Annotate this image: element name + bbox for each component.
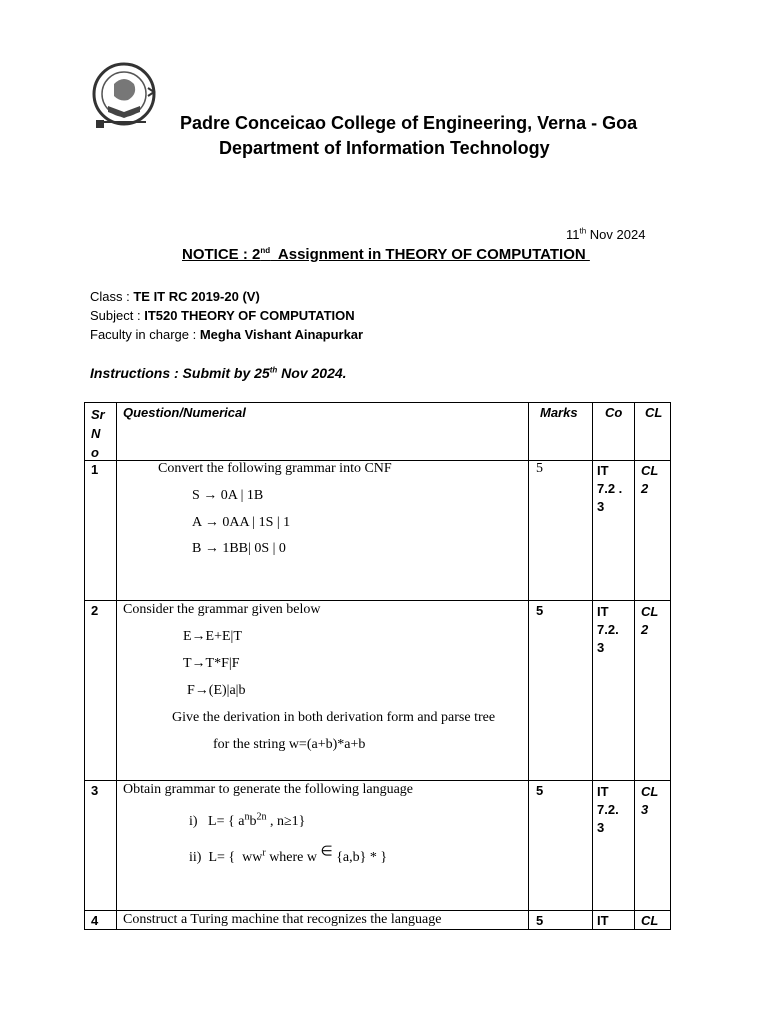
element-of-symbol: ∈: [320, 844, 333, 860]
row-1-marks: 5: [536, 461, 543, 476]
instructions: Instructions : Submit by 25th Nov 2024.: [90, 365, 347, 381]
row-2-marks: 5: [536, 603, 544, 618]
header-sr-no: Sr N o: [91, 407, 105, 460]
row-2-string: for the string w=(a+b)*a+b: [213, 737, 366, 752]
row-1-question: Convert the following grammar into CNF: [158, 461, 392, 476]
row-2-production-t: T→T*F|F: [183, 656, 240, 671]
faculty-line: Faculty in charge : Megha Vishant Ainapurkar: [90, 327, 364, 342]
row-2-production-f: F→(E)|a|b: [187, 683, 246, 698]
row-4-cl: CL: [641, 913, 659, 928]
subject-line: Subject : IT520 THEORY OF COMPUTATION: [90, 308, 355, 323]
header-marks: Marks: [540, 405, 578, 420]
row-3-cl: CL 3: [641, 784, 659, 817]
class-line: Class : TE IT RC 2019-20 (V): [90, 289, 260, 304]
assignment-table: [84, 402, 671, 930]
row-1-production-b: B → 1BB| 0S | 0: [192, 541, 286, 556]
row-3-item-ii: ii) L= { $ww^r$ where w ∈ {a,b} * }: [189, 844, 388, 865]
row-1-production-a: A → 0AA | 1S | 1: [192, 515, 291, 530]
header-cl: CL: [645, 405, 663, 420]
college-name: Padre Conceicao College of Engineering, Verna - Goa: [180, 113, 638, 133]
notice-date: 11th Nov 2024: [566, 226, 646, 242]
row-4-question: Construct a Turing machine that recognizes the language: [123, 912, 442, 927]
row-1-co: IT 7.2 . 3: [597, 463, 623, 514]
row-2-production-e: E→E+E|T: [183, 629, 242, 644]
row-3-item-i: i) L= { $a^nb^{2n}$ , n≥1}: [189, 811, 306, 829]
row-2-co: IT 7.2. 3: [597, 604, 619, 655]
row-1-sr: 1: [91, 462, 99, 477]
row-4-marks: 5: [536, 913, 544, 928]
row-3-co: IT 7.2. 3: [597, 784, 619, 835]
header-co: Co: [605, 405, 623, 420]
header-question: Question/Numerical: [123, 405, 246, 420]
row-1-cl: CL 2: [641, 463, 659, 496]
row-2-cl: CL 2: [641, 604, 659, 637]
row-3-question: Obtain grammar to generate the following language: [123, 782, 414, 797]
row-2-sr: 2: [91, 603, 99, 618]
row-1-production-s: S → 0A | 1B: [192, 488, 264, 503]
row-3-sr: 3: [91, 783, 99, 798]
row-2-question: Consider the grammar given below: [123, 602, 321, 617]
notice-title: NOTICE : 2nd Assignment in THEORY OF COMPUTATION: [182, 246, 590, 263]
college-seal-icon: [88, 62, 160, 132]
college-logo: [88, 62, 160, 132]
row-2-instruction: Give the derivation in both derivation form and parse tree: [172, 710, 496, 725]
row-4-sr: 4: [91, 913, 99, 928]
department-name: Department of Information Technology: [219, 138, 550, 158]
row-3-marks: 5: [536, 783, 544, 798]
row-4-co: IT: [597, 913, 609, 928]
